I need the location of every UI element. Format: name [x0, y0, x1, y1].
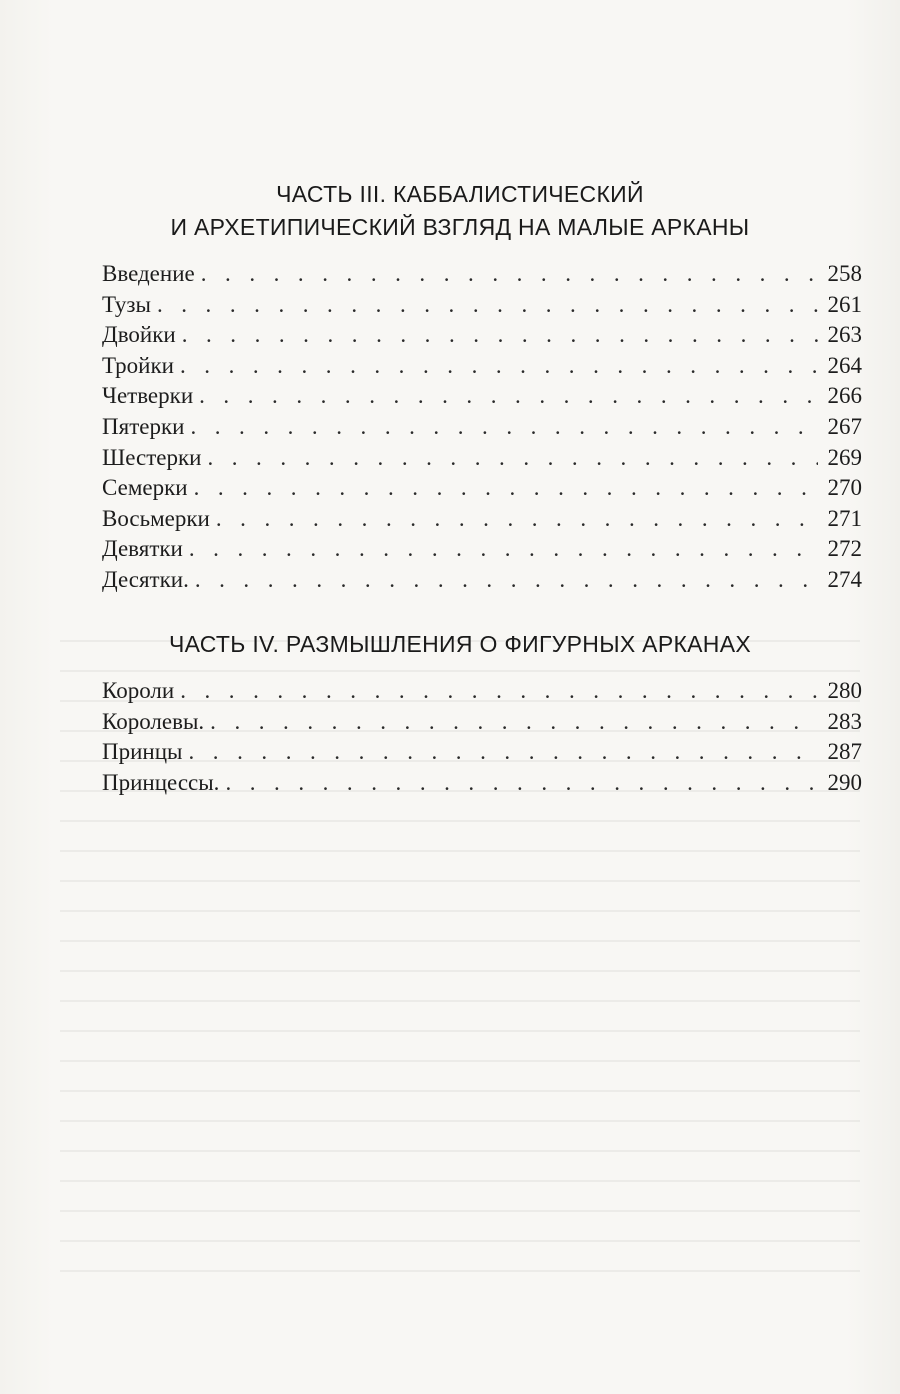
toc-entry[interactable] [102, 737, 862, 768]
toc-entry[interactable] [102, 381, 862, 412]
toc-entry[interactable] [102, 290, 862, 321]
toc-entry-label: Пятерки [102, 413, 185, 439]
toc-dot-leader [216, 504, 818, 535]
toc-entry-label: Короли [102, 678, 175, 703]
toc-entry-label: Четверки [102, 383, 194, 409]
toc-entry-label: Введение [102, 261, 195, 286]
toc-dot-leader [190, 412, 818, 443]
toc-entry-label: Шестерки [102, 444, 202, 470]
toc-dot-leader [182, 320, 818, 351]
toc-entry[interactable] [102, 768, 862, 799]
toc-entry[interactable] [102, 565, 862, 596]
toc-entry-label: Королевы. [102, 708, 205, 734]
toc-entry-page: 283 [827, 708, 862, 734]
toc-entry-page: 274 [827, 566, 862, 592]
toc-entry-label: Восьмерки [102, 505, 210, 531]
toc-dot-leader [210, 707, 818, 738]
toc-dot-leader [199, 381, 818, 412]
toc-entry-label: Тузы [102, 291, 151, 317]
toc-entry-page: 280 [827, 678, 862, 703]
toc-dot-leader [189, 534, 818, 565]
toc-entry-page: 272 [827, 536, 862, 562]
toc-entry-label: Двойки [102, 322, 176, 348]
toc-entry-page: 263 [827, 322, 862, 348]
toc-entry[interactable] [102, 259, 862, 290]
part-4-toc [102, 676, 862, 798]
toc-entry[interactable] [102, 473, 862, 504]
toc-entry[interactable] [102, 504, 862, 535]
toc-dot-leader [201, 259, 818, 290]
toc-entry[interactable] [102, 534, 862, 565]
toc-dot-leader [195, 565, 818, 596]
toc-entry[interactable] [102, 443, 862, 474]
toc-entry-label: Семерки [102, 475, 188, 501]
part-3-toc [102, 259, 862, 596]
toc-entry-page: 287 [827, 739, 862, 765]
toc-dot-leader [180, 676, 818, 707]
toc-entry-page: 269 [827, 444, 862, 470]
toc-entry-page: 270 [827, 475, 862, 501]
toc-entry-page: 266 [827, 383, 862, 409]
toc-entry-page: 261 [827, 291, 862, 317]
toc-entry-label: Принцы [102, 739, 183, 765]
toc-entry[interactable] [102, 351, 862, 382]
part-3-heading [100, 178, 820, 244]
toc-entry-page: 267 [827, 413, 862, 439]
part-4-heading [100, 628, 820, 661]
toc-entry-label: Девятки [102, 536, 183, 562]
toc-entry[interactable] [102, 707, 862, 738]
part-3-heading-line-2: И АРХЕТИПИЧЕСКИЙ ВЗГЛЯД НА МАЛЫЕ АРКАНЫ [170, 214, 750, 240]
toc-entry[interactable] [102, 412, 862, 443]
toc-entry-label: Принцессы. [102, 769, 220, 795]
toc-entry-page: 258 [827, 261, 862, 286]
toc-entry-page: 271 [827, 505, 862, 531]
toc-dot-leader [189, 737, 819, 768]
toc-dot-leader [207, 443, 818, 474]
toc-dot-leader [225, 768, 818, 799]
toc-entry-label: Десятки. [102, 566, 189, 592]
toc-dot-leader [194, 473, 818, 504]
toc-entry-page: 290 [827, 769, 862, 795]
toc-dot-leader [180, 351, 818, 382]
toc-entry-label: Тройки [102, 352, 174, 378]
toc-entry[interactable] [102, 320, 862, 351]
toc-entry[interactable] [102, 676, 862, 707]
toc-entry-page: 264 [827, 352, 862, 378]
toc-dot-leader [157, 290, 818, 321]
part-3-heading-line-1: ЧАСТЬ III. КАББАЛИСТИЧЕСКИЙ [276, 181, 644, 207]
part-4-heading-line: ЧАСТЬ IV. РАЗМЫШЛЕНИЯ О ФИГУРНЫХ АРКАНАХ [168, 631, 751, 657]
